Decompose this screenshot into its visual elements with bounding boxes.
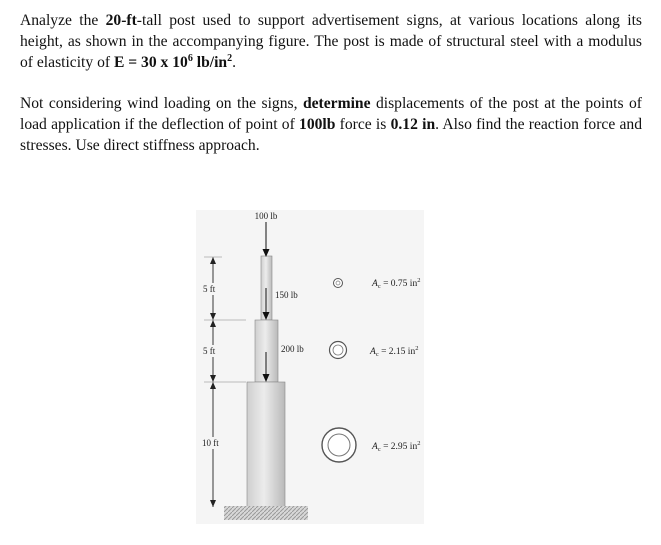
force-value: 100lb	[299, 116, 336, 133]
load-label-100: 100 lb	[254, 211, 278, 221]
area-value: = 2.15 in	[378, 347, 416, 357]
text-run: . Also find the reaction force and stresses. Use direct stiffness approach.	[20, 116, 642, 154]
modulus-unit-exponent: 2	[227, 52, 233, 64]
modulus-base: E = 30 x 10	[113, 54, 188, 71]
post-height: 20-ft	[105, 12, 137, 29]
area-exponent: 2	[415, 345, 419, 352]
load-label-150: 150 lb	[275, 290, 298, 300]
dimension-label-10ft: 10 ft	[202, 438, 219, 448]
modulus-exponent: 6	[187, 52, 193, 64]
load-label-200: 200 lb	[281, 344, 304, 354]
cross-section-small	[334, 279, 343, 288]
text-run: Not considering wind loading on the signs,	[20, 95, 303, 112]
cross-section-large	[322, 428, 356, 462]
deflection-value: 0.12 in	[390, 116, 436, 133]
cross-section-medium	[330, 342, 347, 359]
area-exponent: 2	[417, 440, 421, 447]
area-subscript: c	[377, 283, 381, 290]
dimension-label-5ft-lower: 5 ft	[203, 346, 216, 356]
post-segment-bottom	[247, 382, 285, 508]
text-run: Analyze the	[20, 12, 106, 29]
figure-panel	[196, 210, 424, 524]
text-run: displacements of the post at the points of load application if the deflection of point of	[20, 95, 642, 133]
area-symbol: A	[372, 442, 378, 452]
area-exponent: 2	[417, 277, 421, 284]
ground-base	[224, 506, 308, 520]
area-symbol: A	[370, 347, 376, 357]
area-subscript: c	[377, 446, 381, 453]
modulus-unit: lb/in	[192, 54, 228, 71]
dimension-label-5ft-upper: 5 ft	[203, 284, 216, 294]
area-value: = 0.75 in	[380, 279, 418, 289]
keyword-determine: determine	[302, 95, 371, 112]
text-run: -tall post used to support advertisement signs, at various locations along its height, as shown in the accompanying figure. The post is made of structural steel with a modulus of elasticity of	[20, 12, 642, 71]
text-run: .	[232, 54, 236, 71]
area-subscript: c	[375, 351, 379, 358]
text-run: force is	[335, 116, 391, 133]
area-value: = 2.95 in	[380, 442, 418, 452]
area-symbol: A	[372, 279, 378, 289]
